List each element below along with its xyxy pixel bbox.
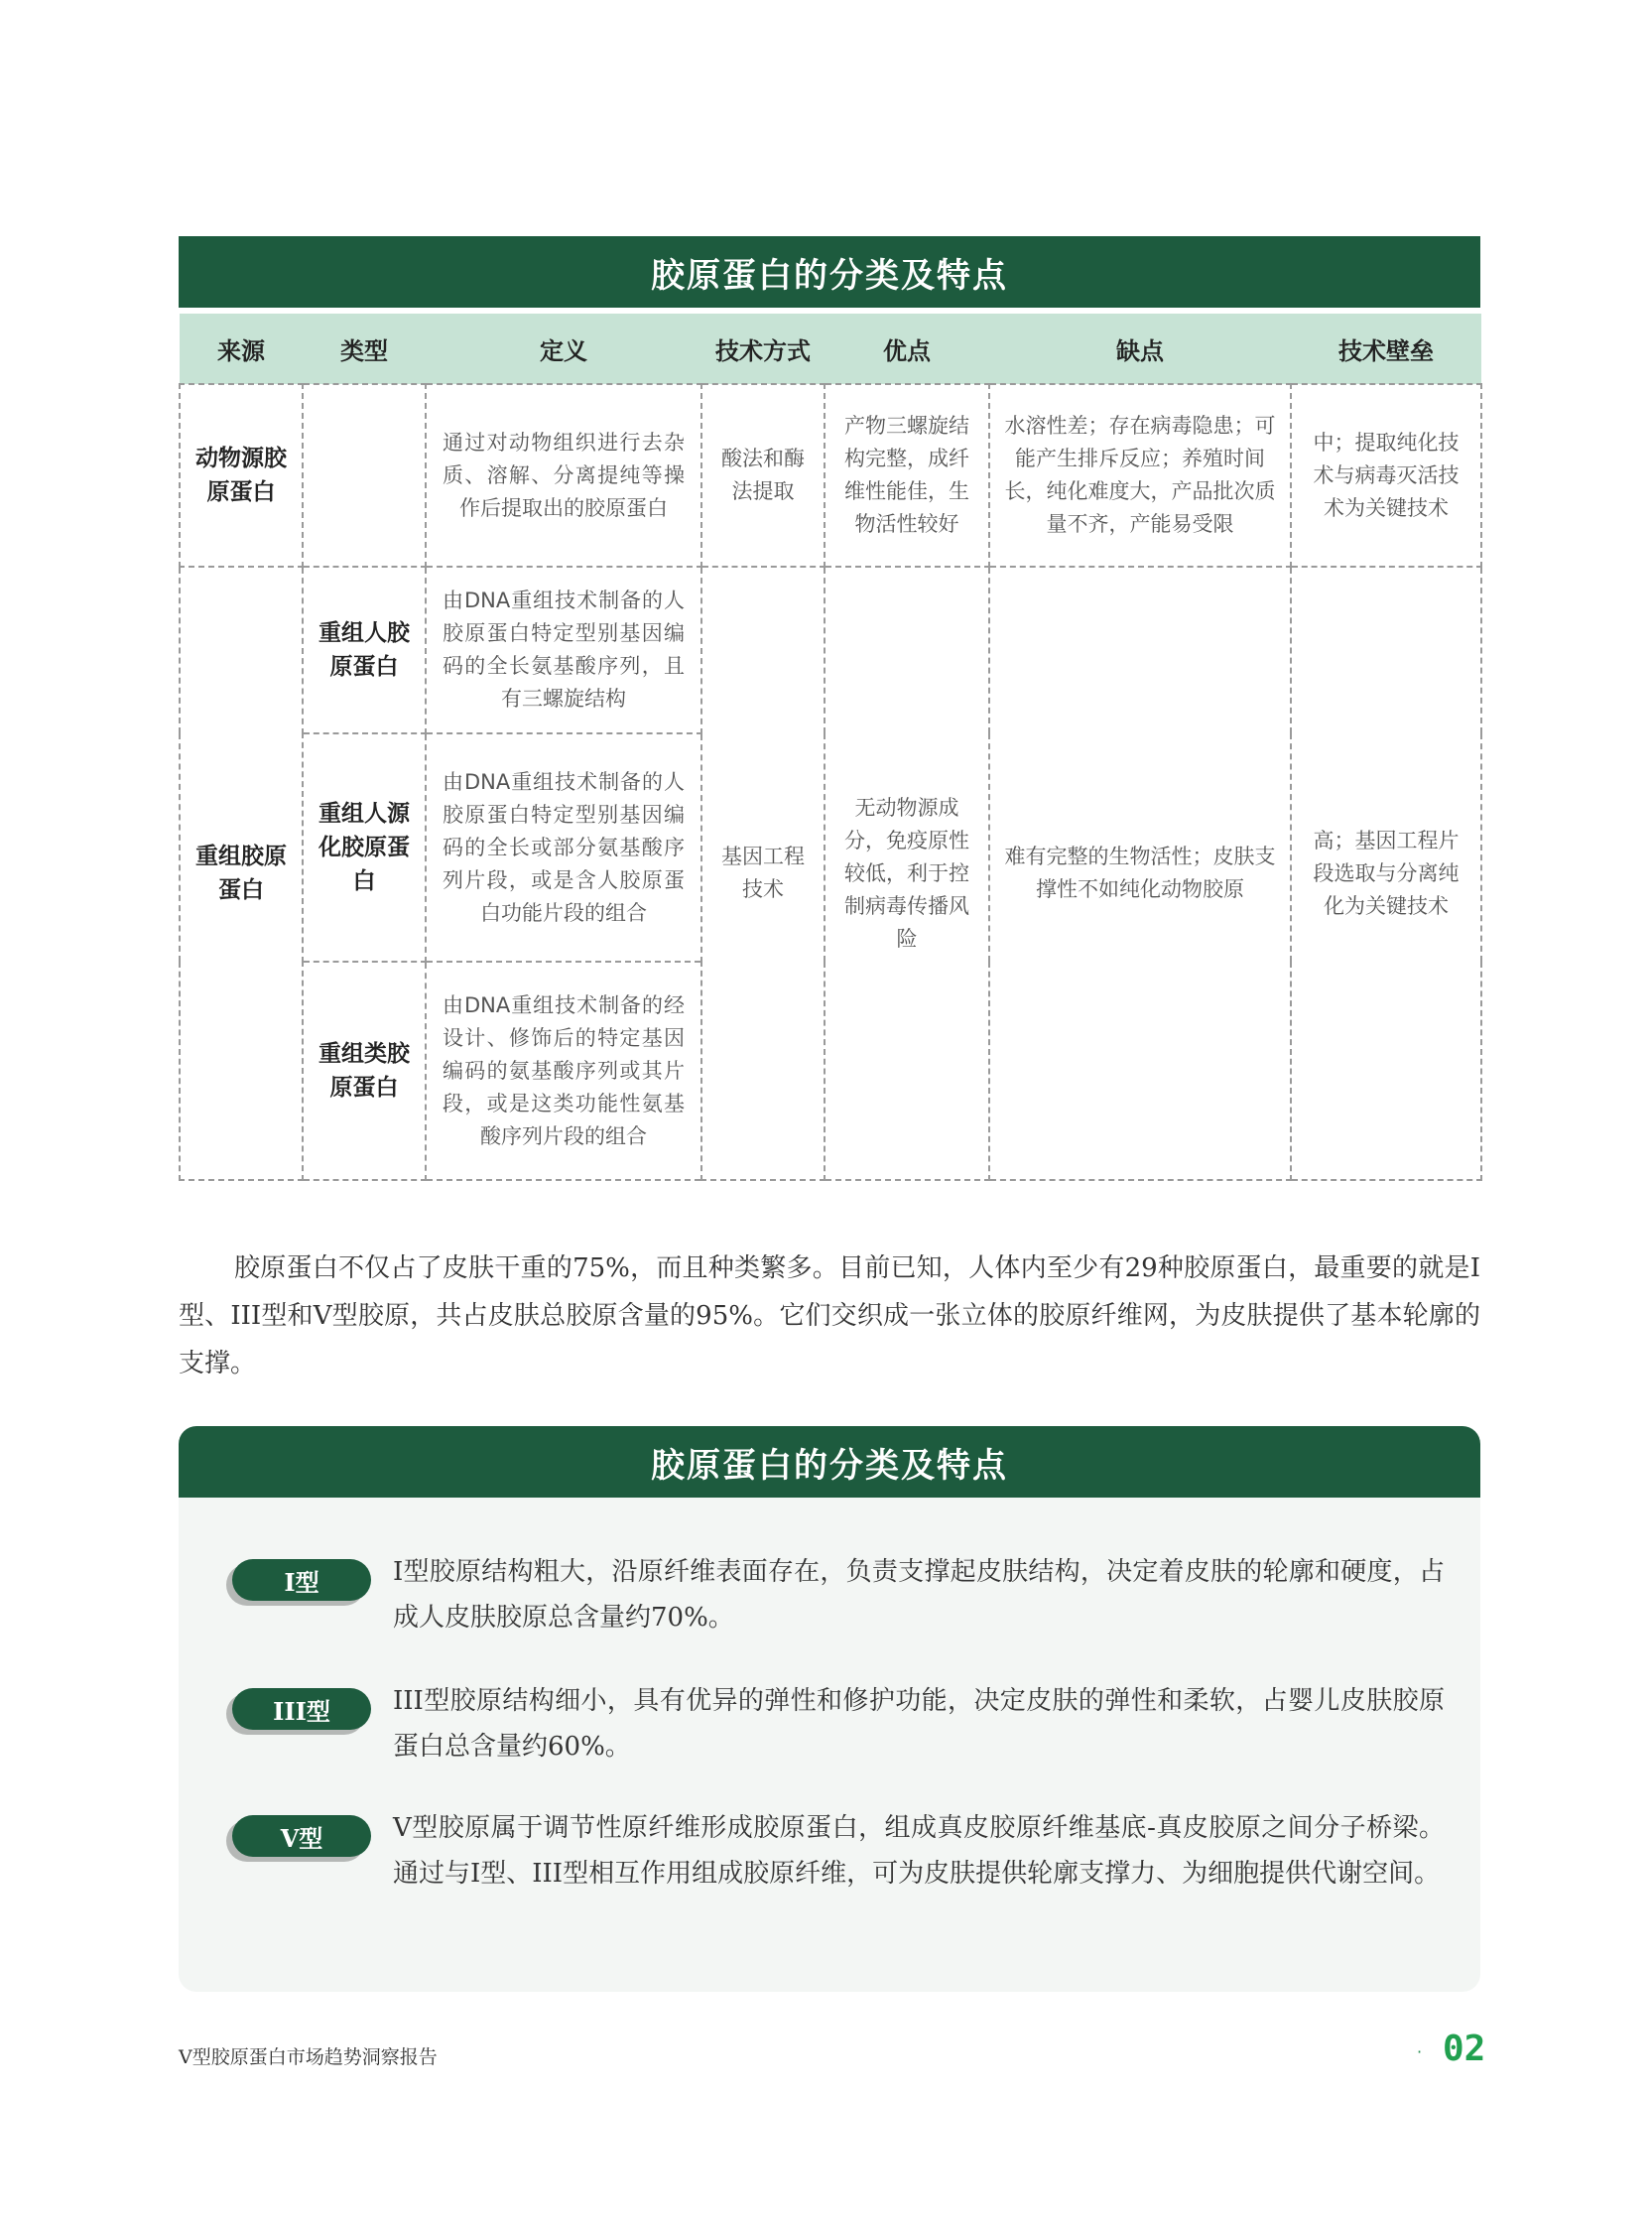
header-pros: 优点 <box>825 314 989 384</box>
recombinant-definition-cell: 由DNA重组技术制备的人胶原蛋白特定型别基因编码的全长氨基酸序列，且有三螺旋结构 <box>426 567 701 733</box>
recombinant-type-cell: 重组人源化胶原蛋白 <box>303 733 426 962</box>
animal-cons-cell: 水溶性差；存在病毒隐患；可能产生排斥反应；养殖时间长，纯化难度大，产品批次质量不齐，产能易受限 <box>989 384 1291 567</box>
type-badge: III型 <box>232 1688 371 1730</box>
body-paragraph: 胶原蛋白不仅占了皮肤干重的75%，而且种类繁多。目前已知，人体内至少有29种胶原蛋白，最重要的就是I型、III型和V型胶原，共占皮肤总胶原含量的95%。它们交织成一张立体的胶原纤维网，为皮肤提供了基本轮廓的支撑。 <box>179 1253 1480 1378</box>
type-description: I型胶原结构粗大，沿原纤维表面存在，负责支撑起皮肤结构，决定着皮肤的轮廓和硬度，占成人皮肤胶原总含量约70%。 <box>393 1557 1445 1633</box>
page-number: 02 <box>1443 2029 1486 2069</box>
animal-source-cell: 动物源胶原蛋白 <box>180 384 303 567</box>
recombinant-method-cell: 基因工程技术 <box>701 567 825 1180</box>
animal-pros-cell: 产物三螺旋结构完整，成纤维性能佳，生物活性较好 <box>825 384 989 567</box>
header-method: 技术方式 <box>701 314 825 384</box>
table-row <box>180 384 1481 567</box>
header-cons: 缺点 <box>989 314 1291 384</box>
recombinant-cons-cell: 难有完整的生物活性；皮肤支撑性不如纯化动物胶原 <box>989 567 1291 1180</box>
collagen-classification-table <box>179 314 1482 1181</box>
type-description: III型胶原结构细小，具有优异的弹性和修护功能，决定皮肤的弹性和柔软，占婴儿皮肤胶原蛋白总含量约60%。 <box>393 1686 1445 1762</box>
panel-title: 胶原蛋白的分类及特点 <box>179 1426 1480 1498</box>
animal-barrier-cell: 中；提取纯化技术与病毒灭活技术为关键技术 <box>1291 384 1481 567</box>
header-barrier: 技术壁垒 <box>1291 314 1481 384</box>
page-number-dot: · <box>1417 2042 1423 2061</box>
type-badge: I型 <box>232 1559 371 1601</box>
table-header-row <box>180 314 1481 384</box>
header-type: 类型 <box>303 314 426 384</box>
recombinant-barrier-cell: 高；基因工程片段选取与分离纯化为关键技术 <box>1291 567 1481 1180</box>
table-row <box>180 567 1481 733</box>
animal-method-cell: 酸法和酶法提取 <box>701 384 825 567</box>
recombinant-definition-cell: 由DNA重组技术制备的人胶原蛋白特定型别基因编码的全长或部分氨基酸序列片段，或是含人胶原蛋白功能片段的组合 <box>426 733 701 962</box>
animal-definition-cell: 通过对动物组织进行去杂质、溶解、分离提纯等操作后提取出的胶原蛋白 <box>426 384 701 567</box>
recombinant-pros-cell: 无动物源成分，免疫原性较低，利于控制病毒传播风险 <box>825 567 989 1180</box>
footer-report-title: V型胶原蛋白市场趋势洞察报告 <box>179 2046 438 2068</box>
table-title: 胶原蛋白的分类及特点 <box>179 236 1480 308</box>
type-description: V型胶原属于调节性原纤维形成胶原蛋白，组成真皮胶原纤维基底-真皮胶原之间分子桥梁。通过与I型、III型相互作用组成胶原纤维，可为皮肤提供轮廓支撑力、为细胞提供代谢空间。 <box>393 1813 1445 1889</box>
header-source: 来源 <box>180 314 303 384</box>
recombinant-type-cell: 重组人胶原蛋白 <box>303 567 426 733</box>
animal-type-cell <box>303 384 426 567</box>
recombinant-source-cell: 重组胶原蛋白 <box>180 567 303 1180</box>
recombinant-type-cell: 重组类胶原蛋白 <box>303 962 426 1180</box>
collagen-types-panel <box>179 1426 1480 1992</box>
type-badge: V型 <box>232 1815 371 1857</box>
header-definition: 定义 <box>426 314 701 384</box>
recombinant-definition-cell: 由DNA重组技术制备的经设计、修饰后的特定基因编码的氨基酸序列或其片段，或是这类功能性氨基酸序列片段的组合 <box>426 962 701 1180</box>
